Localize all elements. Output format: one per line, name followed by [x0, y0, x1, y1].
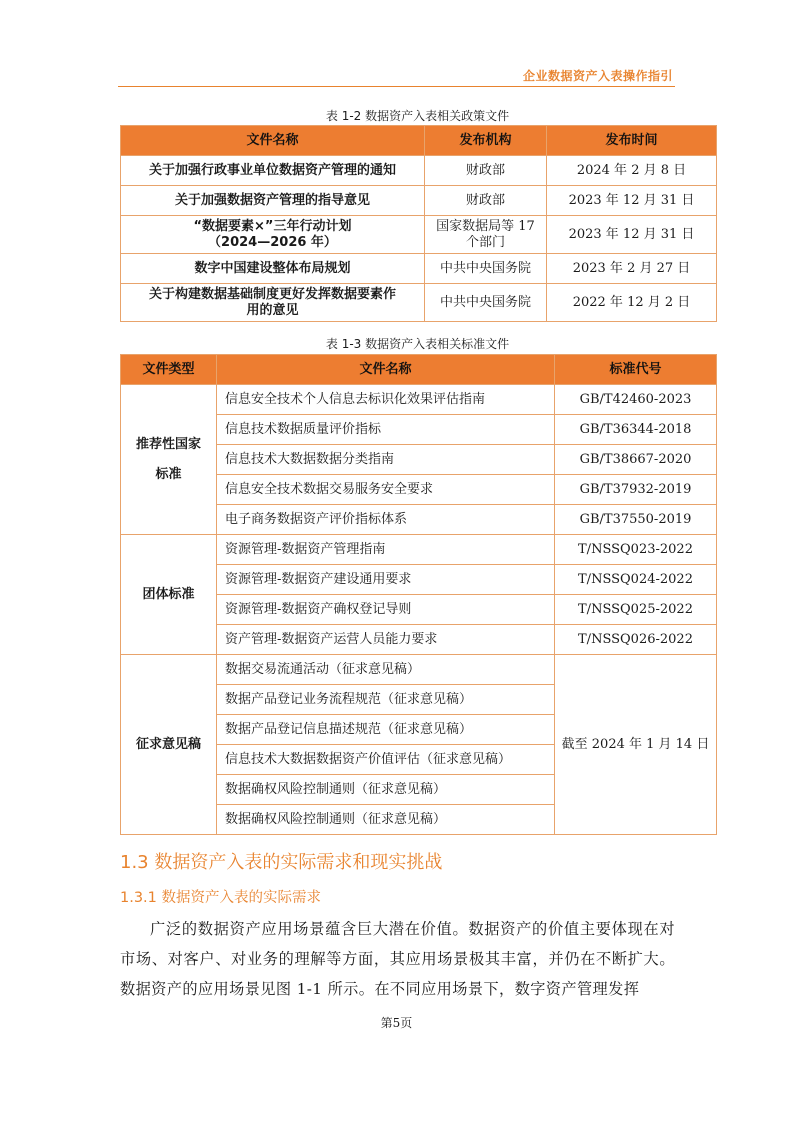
policy-name-line: 关于构建数据基础制度更好发挥数据要素作 — [148, 286, 396, 302]
table-row — [121, 655, 717, 685]
standard-name: 信息安全技术数据交易服务安全要求 — [217, 475, 555, 505]
body-paragraph: 广泛的数据资产应用场景蕴含巨大潜在价值。数据资产的价值主要体现在对市场、对客户、对业务的理解等方面，其应用场景极其丰富，并仍在不断扩大。数据资产的应用场景见图 1-1 所示。在不同应用场景下，数字资产管理发挥 — [120, 920, 675, 998]
table2-caption: 表 1-3 数据资产入表相关标准文件 — [325, 337, 510, 351]
group-type-line: 标准 — [155, 466, 182, 482]
standard-name: 数据确权风险控制通则（征求意见稿） — [217, 775, 555, 805]
policy-date: 2023 年 12 月 31 日 — [547, 186, 717, 216]
group-type-line: 推荐性国家 — [135, 436, 201, 452]
policy-date: 2023 年 2 月 27 日 — [547, 254, 717, 284]
group-type-national — [121, 385, 217, 535]
policy-date: 2024 年 2 月 8 日 — [547, 156, 717, 186]
standard-code: T/NSSQ025-2022 — [555, 595, 717, 625]
table2-header-type: 文件类型 — [121, 355, 217, 385]
table-row — [121, 535, 717, 565]
standard-code: GB/T42460-2023 — [555, 385, 717, 415]
policy-name: 数字中国建设整体布局规划 — [121, 254, 425, 284]
standard-code: T/NSSQ024-2022 — [555, 565, 717, 595]
standard-name: 资源管理-数据资产管理指南 — [217, 535, 555, 565]
standard-name: 信息技术数据质量评价指标 — [217, 415, 555, 445]
header-rule — [118, 86, 675, 87]
standard-code: T/NSSQ023-2022 — [555, 535, 717, 565]
standard-name: 资产管理-数据资产运营人员能力要求 — [217, 625, 555, 655]
table-row — [121, 186, 717, 216]
standard-name: 资源管理-数据资产建设通用要求 — [217, 565, 555, 595]
standard-name: 数据交易流通活动（征求意见稿） — [217, 655, 555, 685]
page-number: 第5页 — [380, 1016, 413, 1030]
table-row — [121, 385, 717, 415]
policy-org: 中共中央国务院 — [425, 254, 547, 284]
standard-code: GB/T37550-2019 — [555, 505, 717, 535]
standard-name: 数据产品登记业务流程规范（征求意见稿） — [217, 685, 555, 715]
policy-name — [121, 216, 425, 254]
running-header: 企业数据资产入表操作指引 — [522, 69, 673, 83]
table1-header-name: 文件名称 — [121, 126, 425, 156]
standard-name: 信息安全技术个人信息去标识化效果评估指南 — [217, 385, 555, 415]
table1-header-date: 发布时间 — [547, 126, 717, 156]
table1-caption: 表 1-2 数据资产入表相关政策文件 — [325, 109, 510, 123]
standard-name: 信息技术大数据数据分类指南 — [217, 445, 555, 475]
standard-name: 信息技术大数据数据资产价值评估（征求意见稿） — [217, 745, 555, 775]
policy-name-line: 用的意见 — [246, 302, 299, 318]
standard-code: GB/T36344-2018 — [555, 415, 717, 445]
policy-name-line: （2024—2026 年） — [208, 234, 337, 250]
policy-table — [120, 125, 717, 322]
table1-header-org: 发布机构 — [425, 126, 547, 156]
policy-org — [425, 216, 547, 254]
draft-deadline: 截至 2024 年 1 月 14 日 — [555, 655, 717, 835]
group-type-draft: 征求意见稿 — [121, 655, 217, 835]
standard-code: GB/T37932-2019 — [555, 475, 717, 505]
standard-name: 资源管理-数据资产确权登记导则 — [217, 595, 555, 625]
table-row — [121, 216, 717, 254]
policy-date: 2023 年 12 月 31 日 — [547, 216, 717, 254]
standard-code: GB/T38667-2020 — [555, 445, 717, 475]
policy-name: 关于加强行政事业单位数据资产管理的通知 — [121, 156, 425, 186]
table2-header-code: 标准代号 — [555, 355, 717, 385]
table-row — [121, 284, 717, 322]
policy-org-line: 个部门 — [465, 234, 505, 250]
standard-name: 数据确权风险控制通则（征求意见稿） — [217, 805, 555, 835]
policy-name: 关于加强数据资产管理的指导意见 — [121, 186, 425, 216]
section-heading: 1.3 数据资产入表的实际需求和现实挑战 — [120, 852, 443, 873]
standard-code: T/NSSQ026-2022 — [555, 625, 717, 655]
policy-org: 中共中央国务院 — [425, 284, 547, 322]
subsection-heading: 1.3.1 数据资产入表的实际需求 — [120, 890, 322, 906]
standard-name: 电子商务数据资产评价指标体系 — [217, 505, 555, 535]
policy-name — [121, 284, 425, 322]
policy-org: 财政部 — [425, 156, 547, 186]
policy-org-line: 国家数据局等 17 — [436, 218, 535, 234]
standards-table — [120, 354, 717, 835]
group-type-group-standard: 团体标准 — [121, 535, 217, 655]
table-row — [121, 254, 717, 284]
policy-date: 2022 年 12 月 2 日 — [547, 284, 717, 322]
table2-header-name: 文件名称 — [217, 355, 555, 385]
table-row — [121, 156, 717, 186]
policy-name-line: “数据要素×”三年行动计划 — [193, 218, 352, 234]
policy-org: 财政部 — [425, 186, 547, 216]
standard-name: 数据产品登记信息描述规范（征求意见稿） — [217, 715, 555, 745]
